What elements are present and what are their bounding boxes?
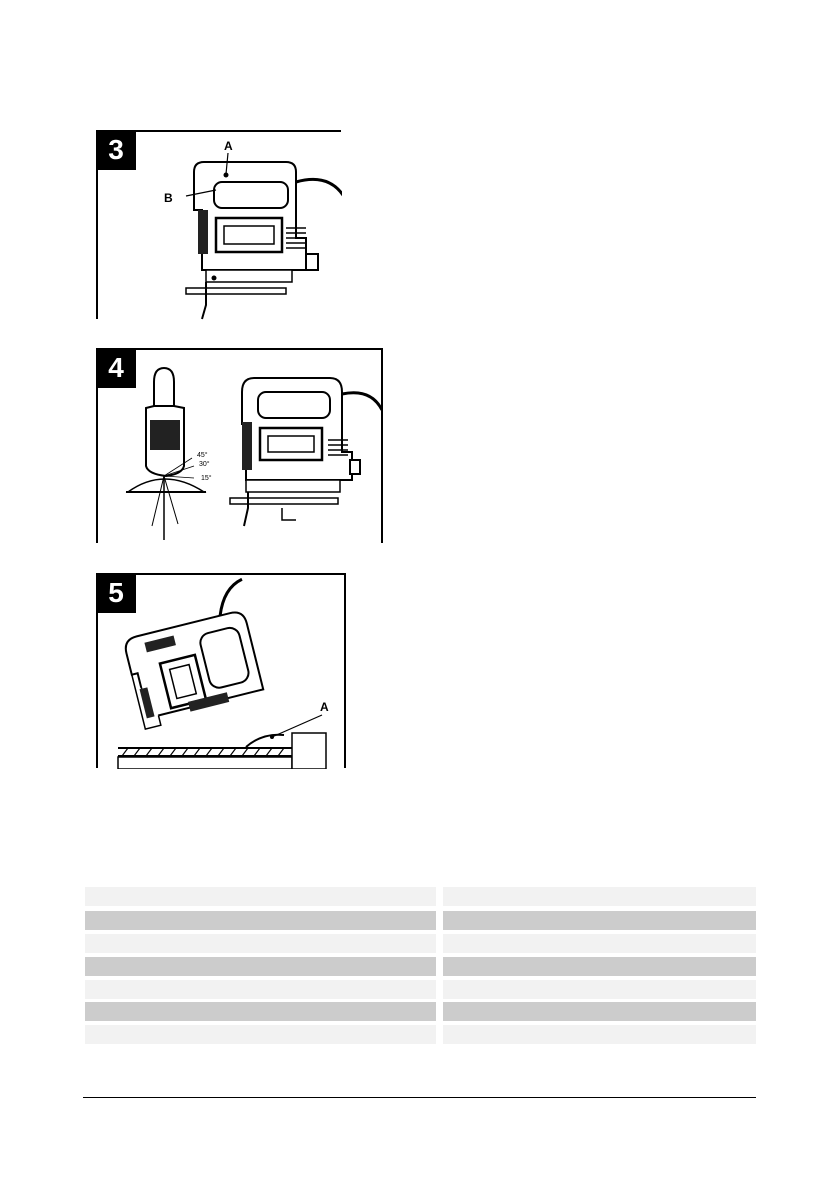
table-cell-label: [85, 887, 436, 906]
table-cell-label: [85, 934, 436, 953]
table-cell-value: [443, 980, 756, 999]
table-cell-value: [443, 957, 756, 976]
figure-5: [96, 573, 346, 769]
table-cell-label: [85, 980, 436, 999]
table-cell-value: [443, 1002, 756, 1021]
angle-label-15: 15°: [201, 475, 212, 482]
table-cell-value: [443, 911, 756, 930]
table-row: [85, 934, 756, 953]
table-cell-value: [443, 1025, 756, 1044]
figure-number-5: 5: [96, 573, 136, 613]
callout-b-label: B: [164, 191, 173, 205]
figure-3: [96, 130, 342, 320]
table-cell-value: [443, 934, 756, 953]
table-row: [85, 1025, 756, 1044]
footer-rule: [83, 1097, 756, 1098]
table-row: [85, 980, 756, 999]
angle-label-45: 45°: [197, 452, 208, 459]
table-row: [85, 911, 756, 930]
table-cell-label: [85, 1025, 436, 1044]
table-cell-label: [85, 957, 436, 976]
angle-label-30: 30°: [199, 461, 210, 468]
table-row: [85, 957, 756, 976]
callout-a-label: A: [320, 700, 329, 714]
figure-number-4: 4: [96, 348, 136, 388]
table-cell-value: [443, 887, 756, 906]
table-row: [85, 887, 756, 906]
figure-number-3: 3: [96, 130, 136, 170]
table-row: [85, 1002, 756, 1021]
callout-a-label: A: [224, 139, 233, 153]
figure-4: [96, 348, 383, 544]
table-cell-label: [85, 1002, 436, 1021]
table-cell-label: [85, 911, 436, 930]
figure-4-illustration: [96, 348, 383, 544]
